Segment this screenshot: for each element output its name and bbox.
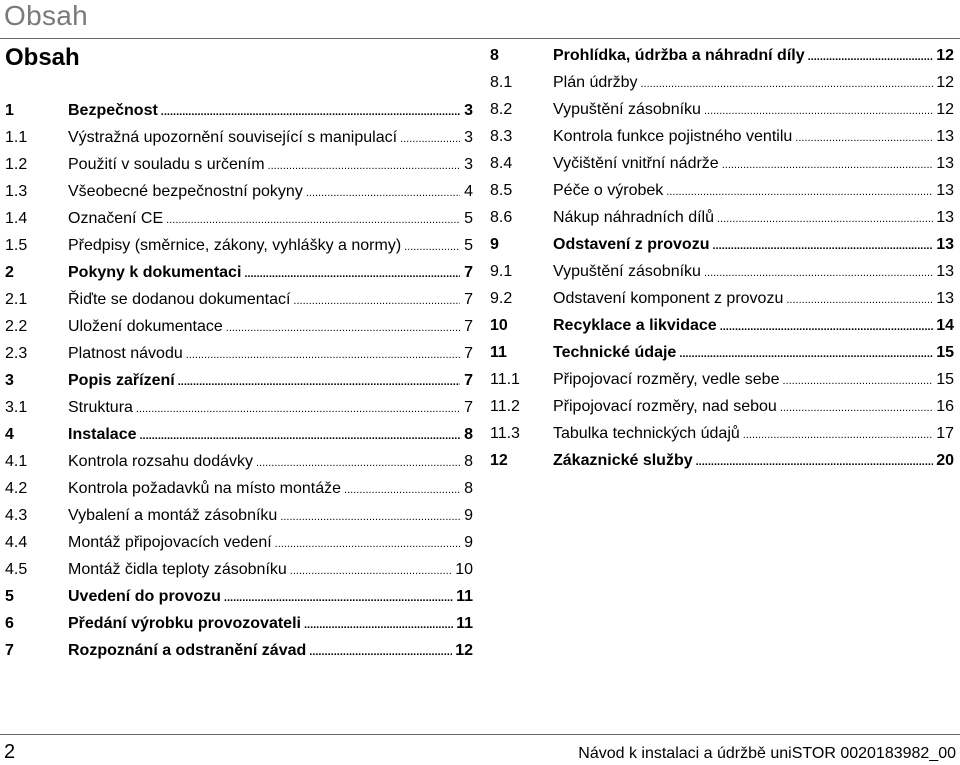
toc-dot-leader (666, 186, 933, 198)
toc-entry[interactable] (5, 531, 473, 558)
toc-entry-number: 7 (5, 642, 14, 659)
toc-entry-page: 13 (936, 128, 954, 145)
toc-entry[interactable] (490, 260, 954, 287)
toc-left-column (5, 99, 473, 666)
toc-entry-line (553, 317, 954, 335)
toc-entry-page: 7 (464, 264, 473, 281)
toc-dot-leader (743, 429, 933, 441)
toc-entry-number: 2 (5, 264, 14, 281)
toc-entry-label: Označení CE (68, 210, 164, 227)
toc-entry-line (68, 615, 473, 633)
toc-entry-number: 4.1 (5, 453, 28, 470)
toc-entry-line (68, 291, 473, 309)
toc-entry-label: Připojovací rozměry, vedle sebe (553, 371, 780, 388)
toc-entry-number: 8.5 (490, 182, 513, 199)
toc-entry-page: 3 (464, 102, 473, 119)
toc-entry-label: Vyčištění vnitřní nádrže (553, 155, 719, 172)
toc-entry-page: 7 (464, 399, 473, 416)
toc-entry-number: 2.2 (5, 318, 28, 335)
header-title: Obsah (4, 0, 88, 31)
toc-entry-number: 4.3 (5, 507, 28, 524)
toc-entry-line (68, 156, 473, 174)
toc-entry[interactable] (5, 477, 473, 504)
toc-entry-line (553, 425, 954, 443)
toc-entry[interactable] (490, 449, 954, 476)
toc-entry[interactable] (5, 585, 473, 612)
toc-entry-number: 1.4 (5, 210, 28, 227)
toc-entry-label: Plán údržby (553, 74, 638, 91)
toc-entry[interactable] (5, 153, 473, 180)
toc-dot-leader (280, 511, 460, 523)
toc-entry[interactable] (5, 612, 473, 639)
toc-entry-number: 9.2 (490, 290, 513, 307)
toc-dot-leader (720, 321, 934, 333)
toc-dot-leader (782, 375, 933, 387)
toc-entry-label: Předání výrobku provozovateli (68, 615, 301, 632)
toc-entry-page: 5 (464, 237, 473, 254)
toc-entry-page: 20 (936, 452, 954, 469)
toc-entry-label: Vypuštění zásobníku (553, 101, 701, 118)
toc-dot-leader (268, 160, 460, 172)
toc-entry-page: 7 (464, 318, 473, 335)
toc-entry-number: 11.2 (490, 398, 520, 415)
toc-entry-number: 5 (5, 588, 14, 605)
toc-entry-label: Nákup náhradních dílů (553, 209, 714, 226)
toc-entry[interactable] (490, 125, 954, 152)
toc-entry-line (68, 588, 473, 606)
toc-dot-leader (293, 295, 460, 307)
toc-dot-leader (344, 484, 460, 496)
toc-entry-number: 8.6 (490, 209, 513, 226)
toc-entry-label: Montáž čidla teploty zásobníku (68, 561, 287, 578)
toc-entry-page: 10 (455, 561, 473, 578)
toc-entry[interactable] (5, 450, 473, 477)
toc-entry-line (68, 264, 473, 282)
toc-entry-page: 13 (936, 236, 954, 253)
toc-entry-line (553, 398, 954, 416)
toc-entry-label: Všeobecné bezpečnostní pokyny (68, 183, 303, 200)
toc-entry-number: 6 (5, 615, 14, 632)
toc-entry-page: 13 (936, 209, 954, 226)
toc-entry-page: 7 (464, 372, 473, 389)
toc-dot-leader (704, 105, 933, 117)
toc-dot-leader (136, 403, 460, 415)
toc-dot-leader (256, 457, 460, 469)
toc-entry-label: Montáž připojovacích vedení (68, 534, 272, 551)
toc-entry[interactable] (490, 206, 954, 233)
toc-entry-number: 9.1 (490, 263, 513, 280)
toc-dot-leader (400, 133, 460, 145)
toc-dot-leader (717, 213, 933, 225)
toc-entry-page: 15 (936, 344, 954, 361)
toc-entry-line (68, 399, 473, 417)
toc-entry-line (553, 263, 954, 281)
toc-entry-number: 8.4 (490, 155, 513, 172)
toc-entry-label: Připojovací rozměry, nad sebou (553, 398, 777, 415)
toc-entry[interactable] (490, 179, 954, 206)
toc-entry-line (553, 371, 954, 389)
toc-dot-leader (808, 51, 934, 63)
header-divider (0, 38, 960, 39)
footer-document-title: Návod k instalaci a údržbě uniSTOR 0020183982_00 (578, 745, 956, 762)
toc-entry-number: 2.1 (5, 291, 28, 308)
toc-entry[interactable] (5, 369, 473, 396)
toc-entry-page: 12 (936, 101, 954, 118)
toc-dot-leader (722, 159, 934, 171)
toc-entry[interactable] (490, 368, 954, 395)
toc-entry[interactable] (5, 99, 473, 126)
toc-entry[interactable] (490, 152, 954, 179)
toc-entry-label: Rozpoznání a odstranění závad (68, 642, 307, 659)
toc-dot-leader (309, 646, 452, 658)
toc-entry-page: 17 (936, 425, 954, 442)
toc-entry-line (553, 74, 954, 92)
toc-right-column (490, 44, 954, 476)
toc-entry-line (553, 209, 954, 227)
toc-entry[interactable] (5, 315, 473, 342)
toc-entry-line (68, 210, 473, 228)
toc-entry-number: 1.5 (5, 237, 28, 254)
toc-entry-line (553, 101, 954, 119)
toc-entry[interactable] (490, 287, 954, 314)
toc-entry[interactable] (5, 288, 473, 315)
toc-entry[interactable] (5, 504, 473, 531)
toc-entry[interactable] (490, 314, 954, 341)
toc-entry-label: Kontrola požadavků na místo montáže (68, 480, 342, 497)
toc-entry-page: 7 (464, 345, 473, 362)
toc-dot-leader (404, 241, 460, 253)
toc-entry-number: 8 (490, 47, 499, 64)
toc-entry-number: 9 (490, 236, 499, 253)
toc-entry[interactable] (5, 207, 473, 234)
toc-entry-line (68, 453, 473, 471)
toc-entry-label: Vypuštění zásobníku (553, 263, 701, 280)
footer-divider (0, 734, 960, 735)
toc-entry-page: 8 (464, 426, 473, 443)
toc-dot-leader (290, 565, 452, 577)
toc-entry-page: 9 (464, 534, 473, 551)
toc-entry-line (68, 129, 473, 147)
toc-entry-number: 10 (490, 317, 508, 334)
toc-entry-page: 15 (936, 371, 954, 388)
toc-entry-number: 11 (490, 344, 507, 361)
toc-entry-number: 4.5 (5, 561, 28, 578)
toc-entry[interactable] (490, 233, 954, 260)
toc-entry-number: 8.1 (490, 74, 513, 91)
toc-entry-line (553, 47, 954, 65)
toc-dot-leader (712, 240, 933, 252)
toc-dot-leader (186, 349, 460, 361)
toc-entry-line (68, 183, 473, 201)
toc-entry[interactable] (5, 234, 473, 261)
toc-entry-line (68, 318, 473, 336)
toc-dot-leader (139, 430, 460, 442)
toc-entry-line (553, 452, 954, 470)
toc-entry-number: 3.1 (5, 399, 28, 416)
toc-entry-page: 3 (464, 156, 473, 173)
toc-entry-number: 3 (5, 372, 14, 389)
toc-entry-page: 16 (936, 398, 954, 415)
toc-entry-number: 1.2 (5, 156, 28, 173)
toc-dot-leader (224, 592, 453, 604)
toc-entry-line (68, 102, 473, 120)
toc-title: Obsah (5, 44, 80, 71)
toc-dot-leader (641, 78, 934, 90)
toc-dot-leader (306, 187, 460, 199)
toc-entry-page: 9 (464, 507, 473, 524)
toc-entry[interactable] (5, 558, 473, 585)
toc-entry-number: 4 (5, 426, 14, 443)
toc-entry-line (68, 372, 473, 390)
toc-entry-number: 2.3 (5, 345, 28, 362)
toc-dot-leader (226, 322, 460, 334)
toc-dot-leader (780, 402, 933, 414)
footer-page-number: 2 (4, 741, 16, 763)
toc-dot-leader (166, 214, 460, 226)
toc-entry-label: Zákaznické služby (553, 452, 693, 469)
toc-entry-number: 11.1 (490, 371, 520, 388)
toc-entry-page: 3 (464, 129, 473, 146)
toc-entry[interactable] (5, 342, 473, 369)
toc-entry[interactable] (490, 341, 954, 368)
toc-entry-label: Odstavení z provozu (553, 236, 710, 253)
toc-entry-label: Kontrola rozsahu dodávky (68, 453, 253, 470)
toc-entry-number: 11.3 (490, 425, 520, 442)
toc-entry[interactable] (5, 126, 473, 153)
toc-entry-line (553, 236, 954, 254)
toc-entry[interactable] (490, 44, 954, 71)
toc-entry-label: Platnost návodu (68, 345, 183, 362)
toc-entry[interactable] (5, 261, 473, 288)
toc-entry-number: 8.2 (490, 101, 513, 118)
toc-entry[interactable] (5, 396, 473, 423)
toc-entry-page: 13 (936, 290, 954, 307)
toc-entry-number: 1.3 (5, 183, 28, 200)
toc-entry[interactable] (5, 423, 473, 450)
toc-entry-label: Popis zařízení (68, 372, 175, 389)
toc-entry[interactable] (490, 98, 954, 125)
toc-entry-label: Odstavení komponent z provozu (553, 290, 784, 307)
toc-dot-leader (679, 348, 933, 360)
toc-entry-number: 1 (5, 102, 14, 119)
toc-entry-page: 5 (464, 210, 473, 227)
toc-entry-page: 11 (456, 615, 473, 632)
toc-entry-number: 4.2 (5, 480, 28, 497)
toc-entry-line (68, 507, 473, 525)
toc-entry[interactable] (5, 639, 473, 666)
toc-entry-line (68, 345, 473, 363)
toc-dot-leader (161, 106, 460, 118)
toc-entry-line (553, 155, 954, 173)
toc-entry-label: Péče o výrobek (553, 182, 664, 199)
toc-entry-label: Použití v souladu s určením (68, 156, 265, 173)
toc-entry-label: Pokyny k dokumentaci (68, 264, 242, 281)
toc-dot-leader (786, 294, 933, 306)
toc-entry-label: Bezpečnost (68, 102, 158, 119)
toc-entry-page: 14 (936, 317, 954, 334)
toc-entry-line (68, 480, 473, 498)
toc-entry-line (68, 534, 473, 552)
toc-entry-number: 4.4 (5, 534, 28, 551)
toc-entry-number: 12 (490, 452, 508, 469)
toc-dot-leader (696, 456, 934, 468)
toc-entry-line (553, 344, 954, 362)
toc-entry-label: Uvedení do provozu (68, 588, 221, 605)
toc-entry-line (68, 237, 473, 255)
toc-dot-leader (244, 268, 460, 280)
toc-entry-line (553, 128, 954, 146)
toc-entry[interactable] (490, 71, 954, 98)
toc-entry-label: Instalace (68, 426, 137, 443)
toc-entry-label: Předpisy (směrnice, zákony, vyhlášky a normy) (68, 237, 402, 254)
toc-entry[interactable] (5, 180, 473, 207)
toc-entry-label: Prohlídka, údržba a náhradní díly (553, 47, 805, 64)
toc-entry-page: 12 (936, 74, 954, 91)
toc-entry-line (68, 426, 473, 444)
toc-entry-page: 7 (464, 291, 473, 308)
toc-entry-line (68, 561, 473, 579)
toc-entry-line (68, 642, 473, 660)
toc-entry-page: 13 (936, 182, 954, 199)
toc-entry-page: 13 (936, 155, 954, 172)
toc-entry-page: 8 (464, 480, 473, 497)
toc-dot-leader (795, 132, 933, 144)
toc-dot-leader (304, 619, 453, 631)
toc-entry-label: Uložení dokumentace (68, 318, 223, 335)
toc-entry-label: Recyklace a likvidace (553, 317, 717, 334)
toc-entry-line (553, 290, 954, 308)
toc-entry[interactable] (490, 422, 954, 449)
toc-entry-page: 13 (936, 263, 954, 280)
toc-entry-label: Výstražná upozornění související s manipulací (68, 129, 398, 146)
toc-entry-label: Technické údaje (553, 344, 677, 361)
toc-entry-label: Struktura (68, 399, 133, 416)
toc-entry-page: 12 (936, 47, 954, 64)
toc-entry-label: Kontrola funkce pojistného ventilu (553, 128, 793, 145)
toc-dot-leader (275, 538, 460, 550)
toc-entry-label: Řiďte se dodanou dokumentací (68, 291, 291, 308)
toc-entry[interactable] (490, 395, 954, 422)
toc-entry-page: 12 (455, 642, 473, 659)
toc-dot-leader (178, 376, 460, 388)
toc-entry-label: Vybalení a montáž zásobníku (68, 507, 278, 524)
toc-entry-label: Tabulka technických údajů (553, 425, 740, 442)
toc-entry-page: 11 (456, 588, 473, 605)
toc-entry-page: 8 (464, 453, 473, 470)
toc-entry-number: 1.1 (5, 129, 28, 146)
toc-entry-number: 8.3 (490, 128, 513, 145)
toc-entry-page: 4 (464, 183, 473, 200)
toc-dot-leader (704, 267, 933, 279)
toc-entry-line (553, 182, 954, 200)
